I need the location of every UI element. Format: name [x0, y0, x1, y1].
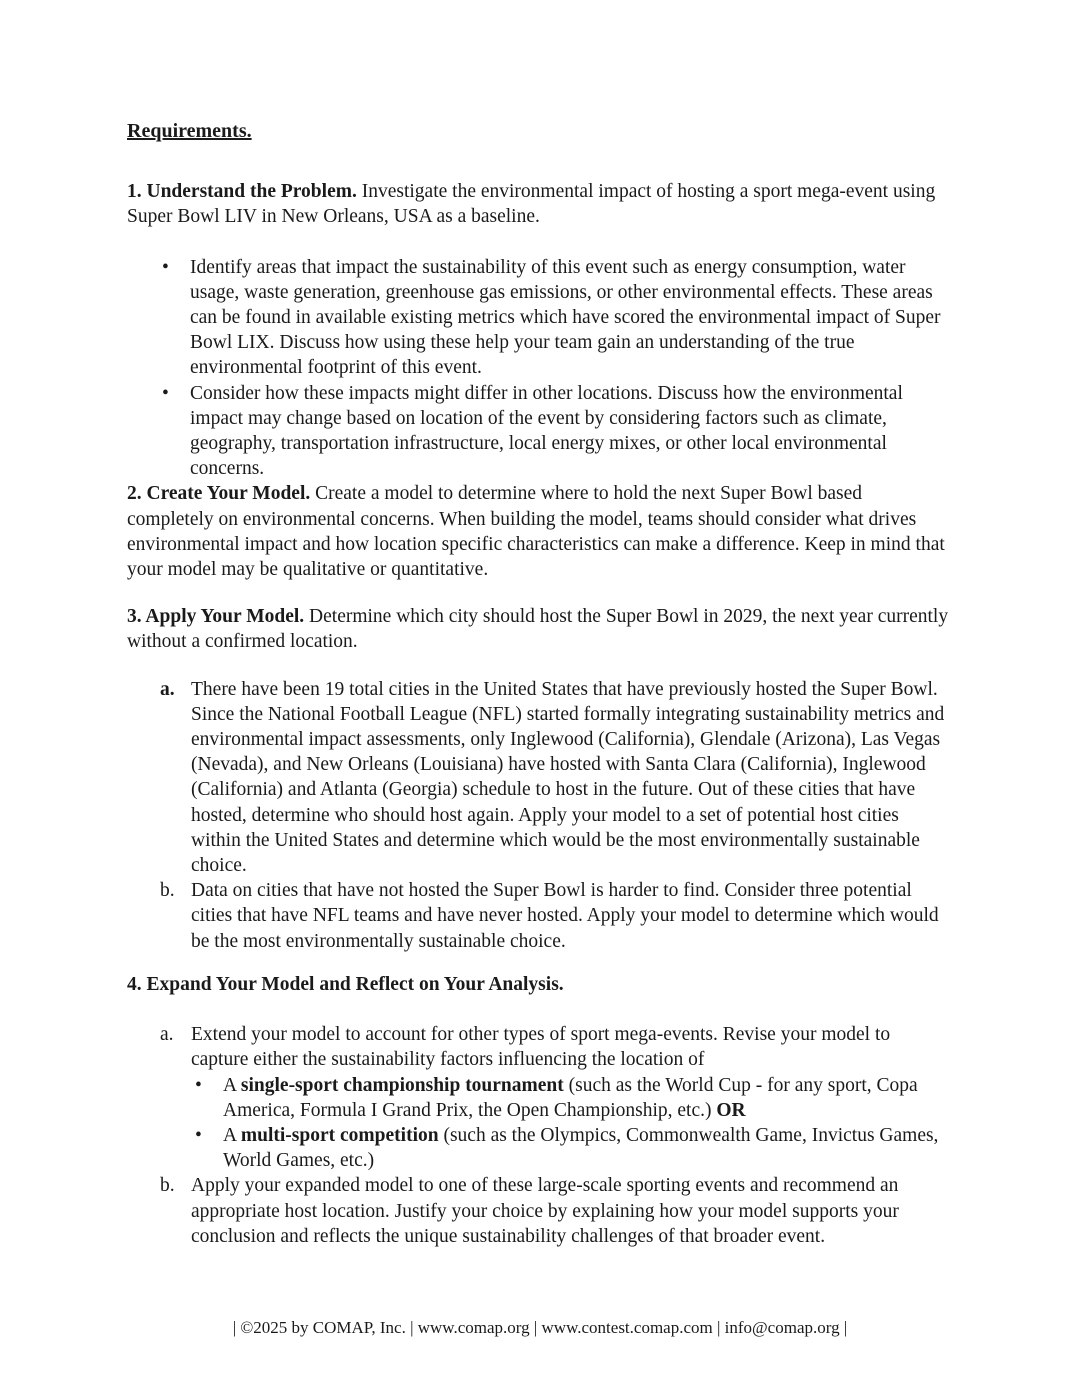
- section-3-body: Determine which city should host the Super Bowl in 2029, the next year currently without a confirmed location.: [127, 606, 949, 653]
- sub-1-mid: (such as the World Cup - for any sport, Copa America, Formula I Grand Prix, the Open Championship, etc.): [223, 1074, 918, 1121]
- list-item: [127, 381, 950, 482]
- sub-2-rest: (such as the Olympics, Commonwealth Game, Invictus Games, World Games, etc.): [223, 1124, 939, 1172]
- section-1-bullet-2: Consider how these impacts might differ in other locations. Discuss how the environmental impact may change based on location of the event by considering factors such as climate, geography, transportation infrastructure, local energy mixes, or other local environmental concerns.: [190, 382, 903, 480]
- section-3-letter-list: [127, 677, 950, 954]
- bullet-icon: [162, 255, 169, 280]
- section-2-lead: 2. Create Your Model.: [127, 483, 311, 505]
- section-4-heading: [127, 972, 950, 997]
- list-item: [127, 1073, 950, 1123]
- bullet-icon: [195, 1073, 202, 1098]
- section-4-sub-2: [223, 1125, 938, 1171]
- section-4-lead: 4. Expand Your Model and Reflect on Your Analysis.: [127, 973, 564, 995]
- sub-1-bold: single-sport championship tournament: [240, 1074, 564, 1096]
- section-4-item-a: Extend your model to account for other types of sport mega-events. Revise your model to capture either the sustainability factors influencing the location of: [191, 1024, 891, 1071]
- bullet-icon: [195, 1123, 202, 1148]
- section-3-intro: [127, 604, 950, 654]
- sub-2-pre: A: [223, 1124, 241, 1146]
- item-label-a: a.: [160, 678, 175, 700]
- section-3-lead: 3. Apply Your Model.: [127, 606, 305, 628]
- list-item: [127, 1173, 950, 1249]
- list-item: [127, 1123, 950, 1173]
- item-label-b: b.: [160, 880, 175, 902]
- section-1-bullet-list: [127, 255, 950, 482]
- section-4-letter-list: [127, 1022, 950, 1249]
- section-4-item-b: Apply your expanded model to one of these large-scale sporting events and recommend an appropriate host location. Justify your choice by explaining how your model supports your conclusion and reflects the unique sustainability challenges of that broader event.: [191, 1175, 899, 1247]
- document-page: [127, 119, 950, 1249]
- item-label-b: b.: [160, 1175, 175, 1197]
- section-1-lead: 1. Understand the Problem.: [127, 181, 357, 203]
- section-1-body: Investigate the environmental impact of hosting a sport mega-event using Super Bowl LIV in New Orleans, USA as a baseline.: [127, 181, 936, 228]
- section-1-bullet-1: Identify areas that impact the sustainability of this event such as energy consumption, water usage, waste generation, greenhouse gas emissions, or other environmental effects. These areas can be found in available existing metrics which have scored the environmental impact of Super Bowl LIX. Discuss how using these help your team gain an understanding of the true environmental footprint of this event.: [190, 256, 941, 379]
- page-footer: | ©2025 by COMAP, Inc. | www.comap.org | www.contest.comap.com | info@comap.org |: [232, 1318, 848, 1337]
- section-2-body: Create a model to determine where to hold the next Super Bowl based completely on environmental concerns. When building the model, teams should consider what drives environmental impact and how location specific characteristics can make a difference. Keep in mind that your model may be qualitative or quantitative.: [127, 483, 945, 581]
- page-title: Requirements.: [127, 120, 252, 142]
- list-item: [127, 677, 950, 879]
- bullet-icon: [162, 381, 169, 406]
- section-2-intro: [127, 481, 950, 582]
- section-3-item-b: Data on cities that have not hosted the Super Bowl is harder to find. Consider three potential cities that have NFL teams and have never hosted. Apply your model to determine which would be the most environmentally sustainable choice.: [191, 880, 939, 952]
- sub-1-pre: A: [223, 1074, 241, 1096]
- list-item: [127, 255, 950, 381]
- section-3-item-a: There have been 19 total cities in the United States that have previously hosted the Super Bowl. Since the National Football League (NFL) started formally integrating sustainability metrics and environmental impact assessments, only Inglewood (California), Glendale (Arizona), Las Vegas (Nevada), and New Orleans (Louisiana) have hosted with Santa Clara (California), Inglewood (California) and Atlanta (Georgia) schedule to host in the future. Out of these cities that have hosted, determine who should host again. Apply your model to a set of potential host cities within the United States and determine which would be the most environmentally sustainable choice.: [191, 678, 945, 877]
- section-1-intro: [127, 179, 950, 229]
- item-label-a: a.: [160, 1024, 174, 1046]
- sub-1-or: OR: [716, 1099, 746, 1121]
- sub-2-bold: multi-sport competition: [240, 1124, 439, 1146]
- section-4-sub-1: [223, 1075, 918, 1121]
- list-item: [127, 1022, 950, 1072]
- list-item: [127, 878, 950, 954]
